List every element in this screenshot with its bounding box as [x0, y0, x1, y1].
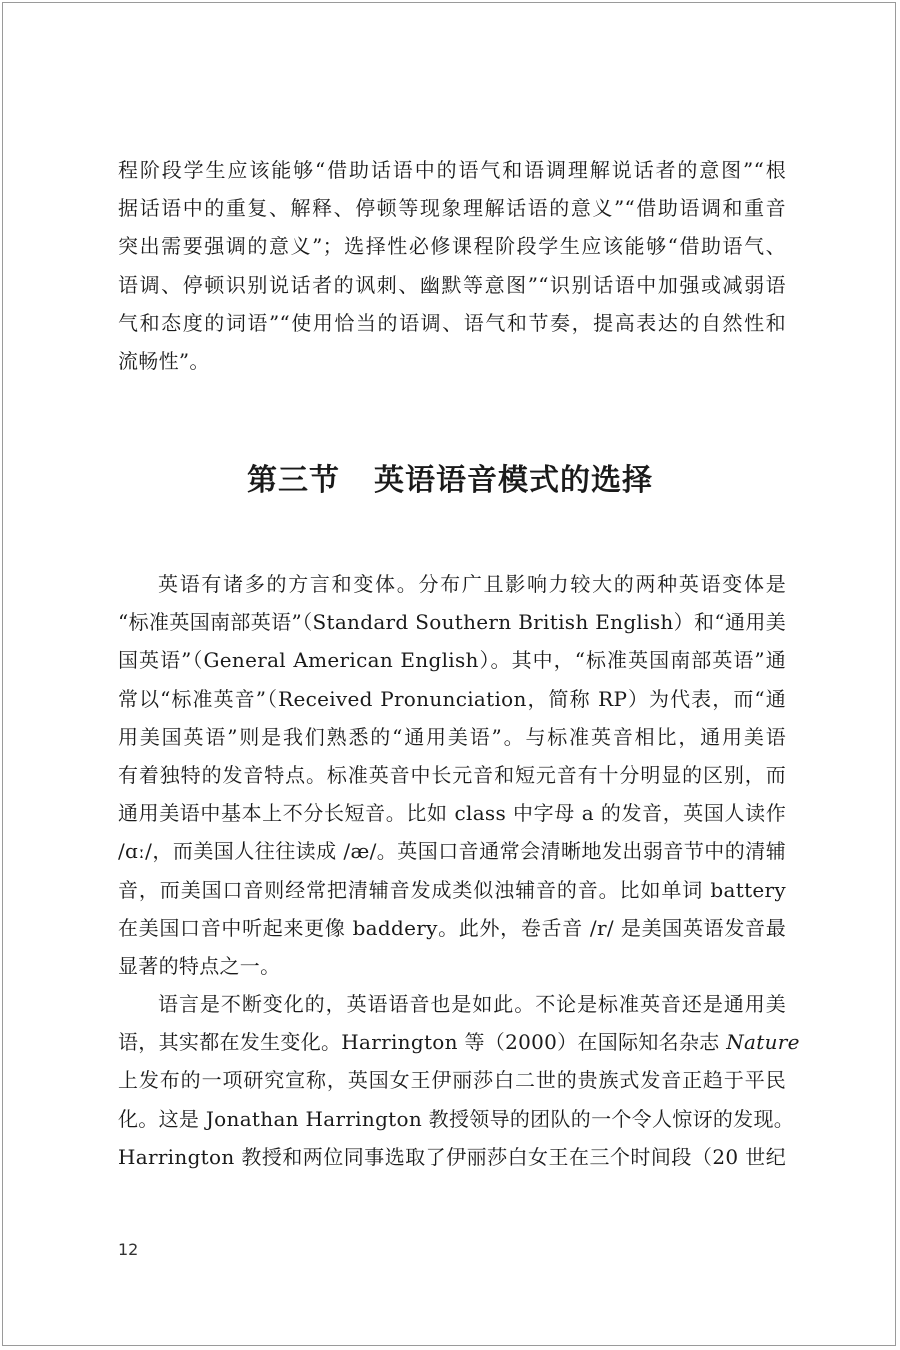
text-line: 显著的特点之一。: [118, 953, 281, 978]
text-line: 流畅性”。: [118, 348, 210, 373]
text-line: [118, 1023, 800, 1061]
text-line: 用美国英语”则是我们熟悉的“通用美语”。与标准英音相比，通用美语: [118, 724, 786, 749]
text-line: 国英语”（General American English）。其中，“标准英国南部英语”通: [118, 648, 786, 673]
text-line: 化。这是 Jonathan Harrington 教授领导的团队的一个令人惊讶的发现。: [118, 1106, 795, 1131]
paragraph-1: [118, 565, 786, 985]
text-line: 在美国口音中听起来更像 baddery。此外，卷舌音 /r/ 是美国英语发音最: [118, 915, 786, 940]
paragraph-2: [118, 985, 800, 1176]
section-heading: [0, 455, 900, 499]
text-line: 音，而美国口音则经常把清辅音发成类似浊辅音的音。比如单词 battery: [118, 877, 786, 902]
section-title-text: 英语语音模式的选择: [374, 463, 653, 498]
text-line: Harrington 教授和两位同事选取了伊丽莎白女王在三个时间段（20 世纪: [118, 1144, 786, 1169]
text-line: 突出需要强调的意义”；选择性必修课程阶段学生应该能够“借助语气、: [118, 234, 786, 259]
text-fragment: 语，其实都在发生变化。Harrington 等（2000）在国际知名杂志: [118, 1030, 727, 1055]
text-line: 气和态度的词语”“使用恰当的语调、语气和节奏，提高表达的自然性和: [118, 310, 786, 335]
page-number: 12: [118, 1240, 139, 1259]
text-line: 语言是不断变化的，英语语音也是如此。不论是标准英音还是通用美: [158, 992, 786, 1016]
text-line: “标准英国南部英语”（Standard Southern British English）和“通用美: [118, 610, 786, 635]
section-number: 第三节: [247, 463, 340, 498]
text-line: 据话语中的重复、解释、停顿等现象理解话语的意义”“借助语调和重音: [118, 196, 786, 221]
text-line: 常以“标准英音”（Received Pronunciation，简称 RP）为代表，而“通: [118, 686, 786, 711]
text-line: /ɑː/，而美国人往往读成 /æ/。英国口音通常会清晰地发出弱音节中的清辅: [118, 839, 786, 864]
text-line: 语调、停顿识别说话者的讽刺、幽默等意图”“识别话语中加强或减弱语: [118, 272, 786, 297]
text-line: 程阶段学生应该能够“借助话语中的语气和语调理解说话者的意图”“根: [118, 158, 786, 182]
text-line: 有着独特的发音特点。标准英音中长元音和短元音有十分明显的区别，而: [118, 762, 786, 787]
text-line: 英语有诸多的方言和变体。分布广且影响力较大的两种英语变体是: [158, 572, 786, 596]
top-paragraph: [118, 151, 786, 380]
text-line: 上发布的一项研究宣称，英国女王伊丽莎白二世的贵族式发音正趋于平民: [118, 1068, 786, 1093]
text-line: 通用美语中基本上不分长短音。比如 class 中字母 a 的发音，英国人读作: [118, 801, 786, 826]
journal-name: Nature: [726, 1030, 800, 1055]
